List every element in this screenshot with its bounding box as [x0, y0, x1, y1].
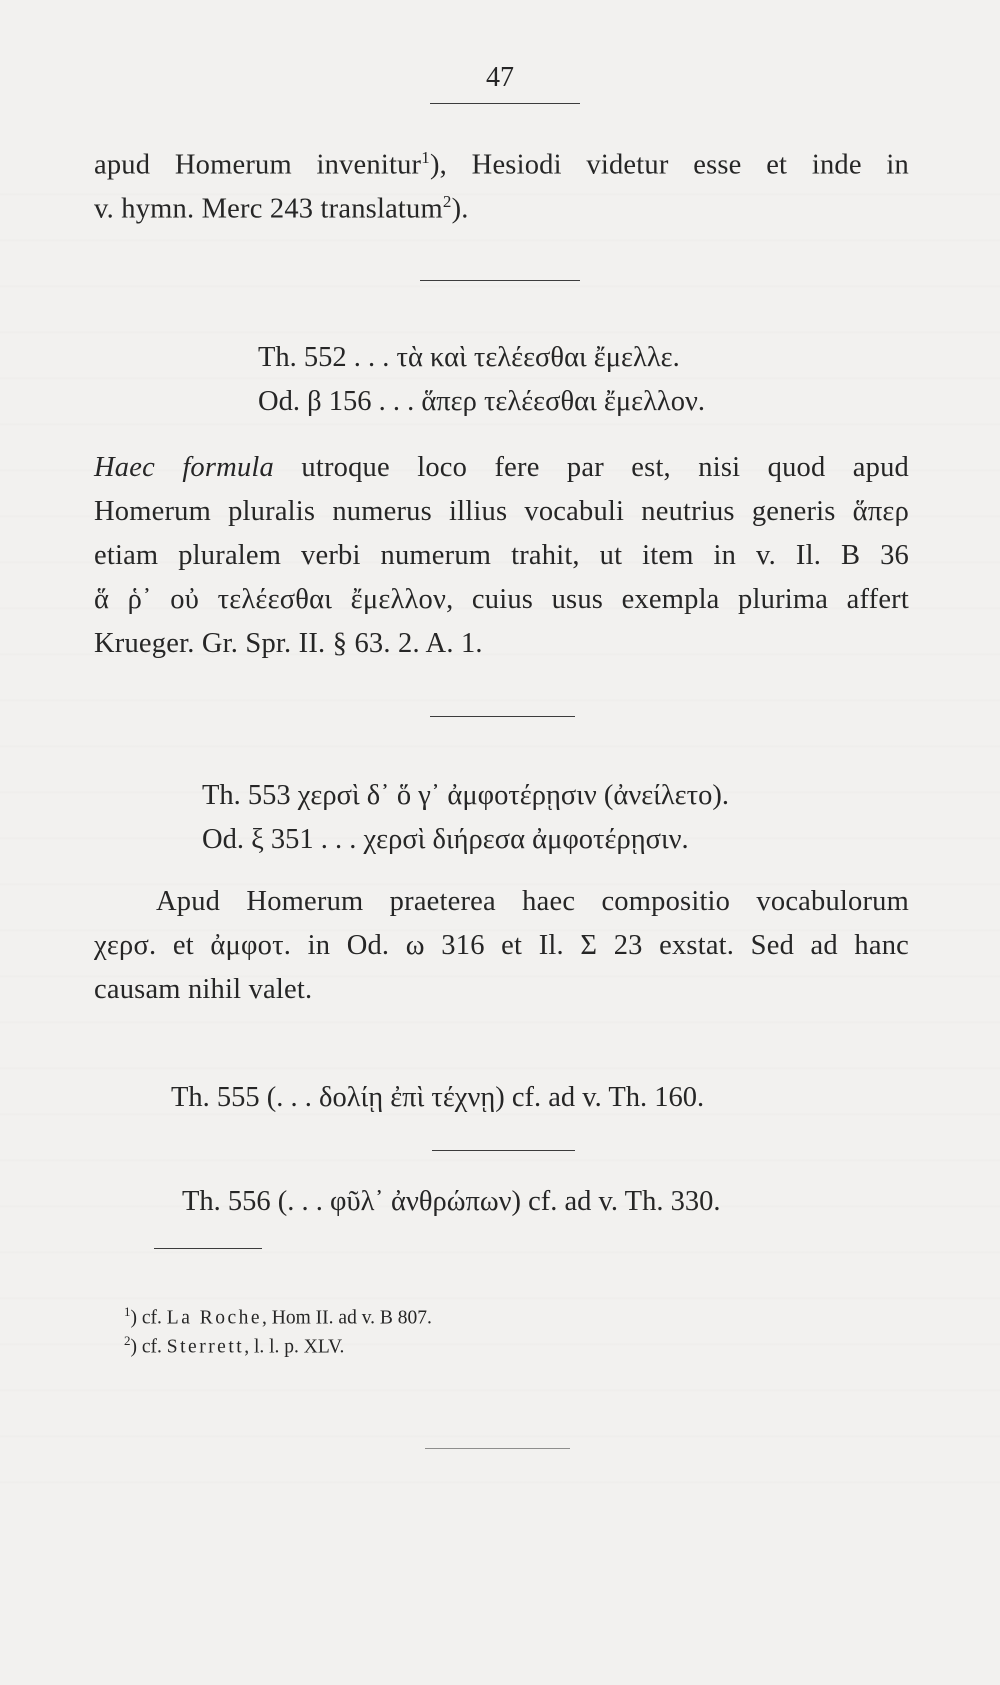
page-number: 47 [486, 62, 514, 93]
commentary-line-2: Homerum pluralis numerus illius vocabuli neutrius generis ἅπερ [94, 496, 909, 527]
section-rule-1 [420, 280, 580, 281]
theogony-verse-552: Th. 552 . . . τὰ καὶ τελέεσθαι ἔμελλε. [258, 342, 680, 373]
bottom-rule [425, 1448, 570, 1449]
footnote-ref-1[interactable]: 1 [421, 148, 430, 167]
commentary-line-8: causam nihil valet. [94, 974, 313, 1005]
footnote-author: La Roche [166, 1307, 263, 1329]
commentary-line-6: Apud Homerum praeterea haec compositio vocabulorum [156, 886, 909, 917]
theogony-verse-553: Th. 553 χερσὶ δ᾽ ὅ γ᾽ ἀμφοτέρῃσιν (ἀνείλετο). [202, 780, 729, 811]
footnote-1: $^1$) cf. La Roche, Hom II. ad v. B 807. [124, 1304, 432, 1329]
commentary-line-3: etiam pluralem verbi numerum trahit, ut item in v. Il. B 36 [94, 540, 909, 571]
commentary-line-1: Haec formula utroque loco fere par est, nisi quod apud [94, 452, 910, 483]
intro-line-2: v. hymn. Merc 243 translatum$^2$). [94, 192, 469, 225]
theogony-verse-556: Th. 556 (. . . φῦλ᾽ ἀνθρώπων) cf. ad v. Th. 330. [182, 1186, 721, 1217]
footnote-ref-2[interactable]: 2 [442, 192, 452, 211]
italic-lead: Haec formula [94, 452, 274, 483]
commentary-line-7: χερσ. et ἀμφοτ. in Od. ω 316 et Il. Σ 23 exstat. Sed ad hanc [94, 930, 909, 961]
intro-line-1: apud Homerum invenitur$^1$), Hesiodi videtur esse et inde in [94, 148, 909, 181]
header-rule [430, 103, 580, 104]
odyssey-verse-x351: Od. ξ 351 . . . χερσὶ διήρεσα ἀμφοτέρῃσιν. [202, 824, 689, 855]
commentary-line-4: ἅ ῥ᾽ οὐ τελέεσθαι ἔμελλον, cuius usus exempla plurima affert [94, 584, 909, 615]
section-rule-2 [430, 716, 575, 717]
footnote-author: Sterrett [166, 1336, 245, 1358]
section-rule-3 [432, 1150, 575, 1151]
odyssey-verse-b156: Od. β 156 . . . ἅπερ τελέεσθαι ἔμελλον. [258, 386, 705, 417]
commentary-line-5: Krueger. Gr. Spr. II. § 63. 2. A. 1. [94, 628, 483, 659]
footnote-rule [154, 1248, 262, 1249]
footnote-2: $^2$) cf. Sterrett, l. l. p. XLV. [124, 1333, 345, 1358]
theogony-verse-555: Th. 555 (. . . δολίῃ ἐπὶ τέχνῃ) cf. ad v. Th. 160. [171, 1082, 705, 1113]
